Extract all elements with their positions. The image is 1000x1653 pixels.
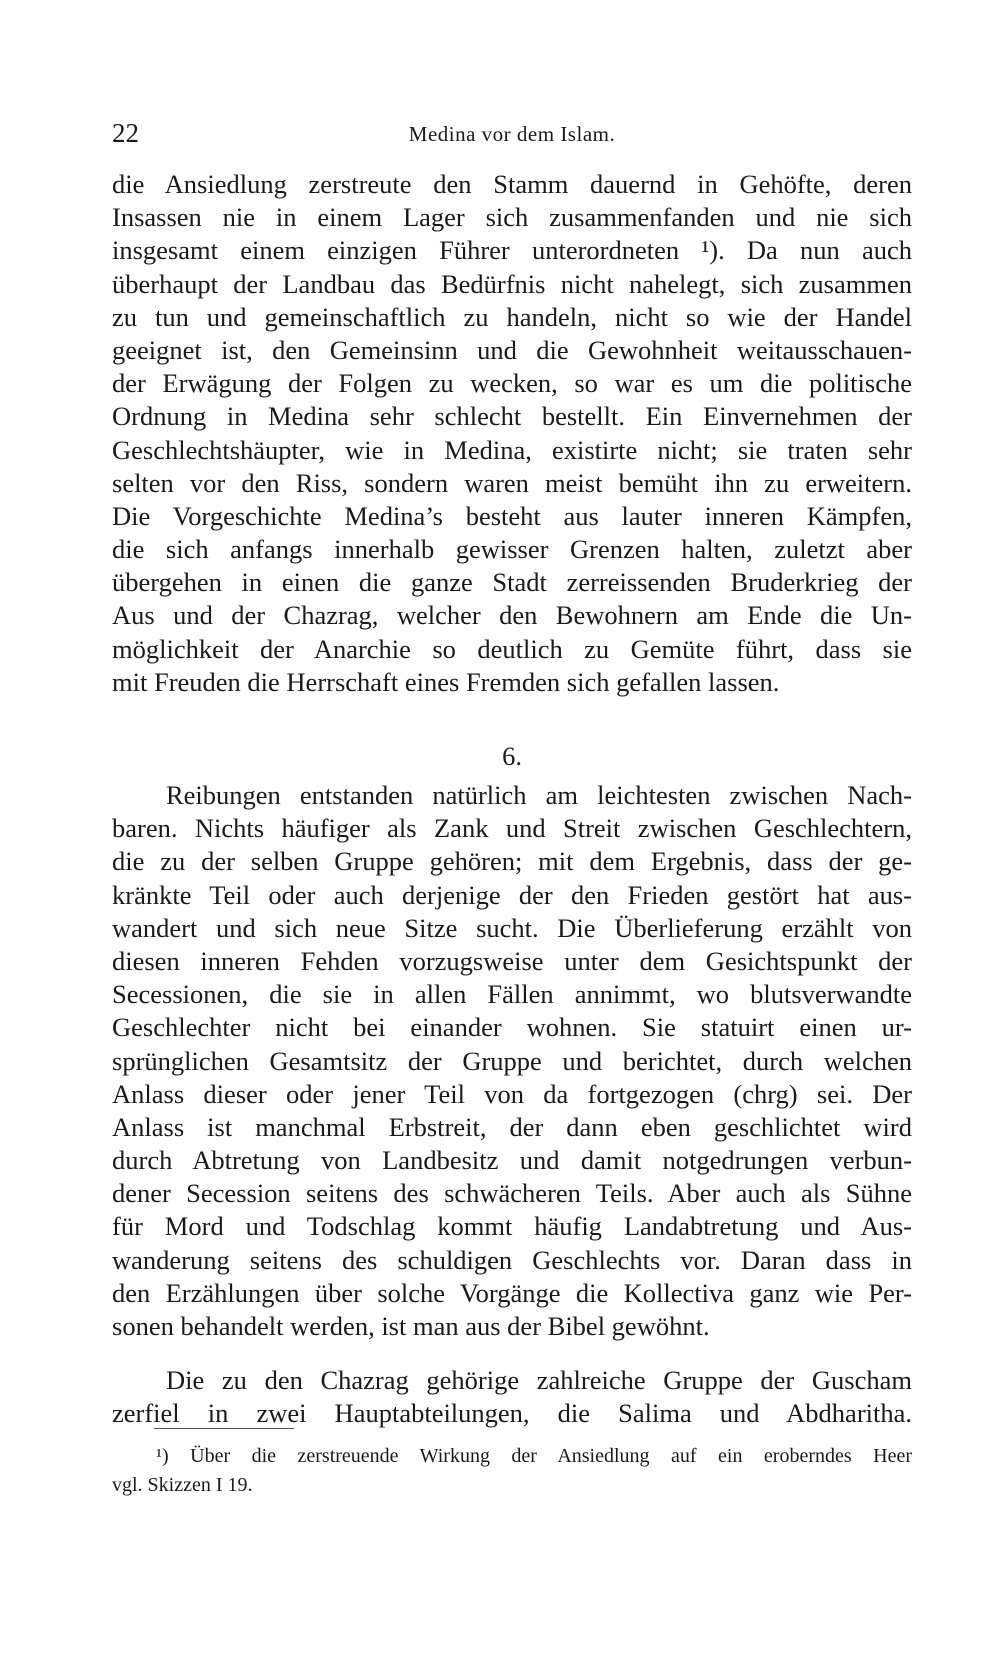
text-line: baren. Nichts häufiger als Zank und Streit zwischen Geschlechtern, [112, 813, 912, 844]
text-line: Anlass ist manchmal Erbstreit, der dann eben geschlichtet wird [112, 1111, 912, 1142]
text-line: wanderung seitens des schuldigen Geschlechts vor. Daran dass in [112, 1244, 912, 1275]
text-line: die sich anfangs innerhalb gewisser Grenzen halten, zuletzt aber [112, 534, 912, 565]
text-line: Insassen nie in einem Lager sich zusammenfanden und nie sich [112, 202, 912, 233]
text-line: überhaupt der Landbau das Bedürfnis nicht nahelegt, sich zusammen [112, 268, 912, 299]
footnote [112, 1442, 912, 1500]
text-line: kränkte Teil oder auch derjenige der den Frieden gestört hat aus- [112, 879, 912, 910]
text-line: dener Secession seitens des schwächeren Teils. Aber auch als Sühne [112, 1178, 912, 1209]
text-line: Die Vorgeschichte Medina’s besteht aus lauter inneren Kämpfen, [112, 500, 912, 531]
paragraph-2 [112, 779, 912, 1343]
text-line: Die zu den Chazrag gehörige zahlreiche Gruppe der Guscham [166, 1365, 912, 1395]
text-line: durch Abtretung von Landbesitz und damit notgedrungen verbun- [112, 1145, 912, 1176]
footnote-line: vgl. Skizzen I 19. [112, 1474, 253, 1496]
text-line: die Ansiedlung zerstreute den Stamm dauernd in Gehöfte, deren [112, 169, 912, 199]
paragraph-1 [112, 168, 912, 699]
text-line: die zu der selben Gruppe gehören; mit dem Ergebnis, dass der ge- [112, 846, 912, 877]
text-line: Reibungen entstanden natürlich am leichtesten zwischen Nach- [166, 780, 912, 810]
text-line: zu tun und gemeinschaftlich zu handeln, nicht so wie der Handel [112, 301, 912, 332]
text-line: geeignet ist, den Gemeinsinn und die Gewohnheit weitausschauen- [112, 334, 912, 365]
paragraph-3 [112, 1364, 912, 1430]
page-number: 22 [112, 118, 139, 148]
footnote-rule [154, 1428, 294, 1429]
text-line: der Erwägung der Folgen zu wecken, so war es um die politische [112, 368, 912, 399]
text-line: zerfiel in zwei Hauptabteilungen, die Salima und Abdharitha. [112, 1398, 912, 1429]
text-line: möglichkeit der Anarchie so deutlich zu Gemüte führt, dass sie [112, 633, 912, 664]
text-line: mit Freuden die Herrschaft eines Fremden sich gefallen lassen. [112, 666, 780, 697]
running-title: Medina vor dem Islam. [408, 122, 616, 146]
text-line: wandert und sich neue Sitze sucht. Die Überlieferung erzählt von [112, 912, 912, 943]
text-line: Geschlechter nicht bei einander wohnen. Sie statuirt einen ur- [112, 1012, 912, 1043]
text-line: Anlass dieser oder jener Teil von da fortgezogen (chrg) sei. Der [112, 1078, 912, 1109]
text-line: sonen behandelt werden, ist man aus der Bibel gewöhnt. [112, 1311, 710, 1341]
text-line: diesen inneren Fehden vorzugsweise unter dem Gesichtspunkt der [112, 945, 912, 976]
text-line: Secessionen, die sie in allen Fällen annimmt, wo blutsverwandte [112, 979, 912, 1010]
page-header [112, 118, 912, 154]
text-line: übergehen in einen die ganze Stadt zerreissenden Bruderkrieg der [112, 567, 912, 598]
text-line: selten vor den Riss, sondern waren meist bemüht ihn zu erweitern. [112, 467, 912, 498]
footnote-line: ¹) Über die zerstreuende Wirkung der Ansiedlung auf ein eroberndes Heer [156, 1445, 912, 1467]
section-number: 6. [502, 741, 522, 771]
text-line: Geschlechtshäupter, wie in Medina, existirte nicht; sie traten sehr [112, 434, 912, 465]
text-line: Ordnung in Medina sehr schlecht bestellt. Ein Einvernehmen der [112, 401, 912, 432]
document-page [112, 0, 912, 1653]
text-line: insgesamt einem einzigen Führer unterordneten ¹). Da nun auch [112, 235, 912, 266]
text-line: sprünglichen Gesamtsitz der Gruppe und berichtet, durch welchen [112, 1045, 912, 1076]
text-line: Aus und der Chazrag, welcher den Bewohnern am Ende die Un- [112, 600, 912, 631]
text-line: für Mord und Todschlag kommt häufig Landabtretung und Aus- [112, 1211, 912, 1242]
text-line: den Erzählungen über solche Vorgänge die Kollectiva ganz wie Per- [112, 1277, 912, 1308]
